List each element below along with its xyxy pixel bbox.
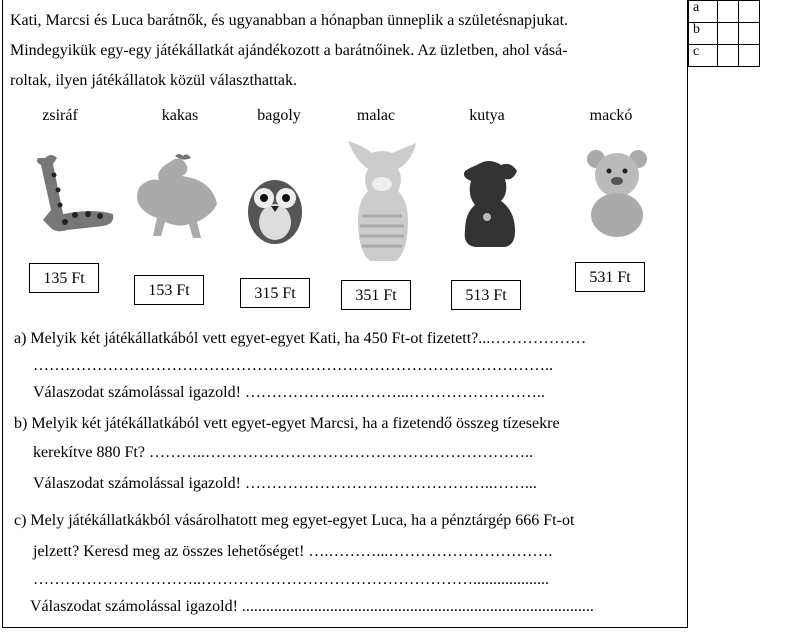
intro-line-1: Kati, Marcsi és Luca barátnők, és ugyanabban a hónapban ünneplik a születésnapjukat.: [10, 12, 569, 29]
question-b: b) Melyik két játékállatkából vett egyet-egyet Marcsi, ha a fizetendő összeg tízesekre: [14, 415, 560, 432]
answer-line[interactable]: kerekítve 880 Ft? ………..……………………………………………………..: [33, 444, 533, 461]
grid-cell[interactable]: [739, 45, 760, 67]
rooster-image: [125, 152, 225, 242]
justify-prompt[interactable]: Válaszodat számolással igazold! ........................................................................................: [30, 598, 594, 615]
answer-line[interactable]: …………………………..……………………………………………...................: [33, 571, 549, 588]
toy-name-dog: kutya: [469, 107, 505, 124]
price-box-owl: 315 Ft: [240, 278, 310, 308]
intro-line-3: roltak, ilyen játékállatok közül választhattak.: [10, 72, 298, 89]
toy-name-owl: bagoly: [257, 107, 301, 124]
grid-label-c: c: [689, 45, 718, 67]
answer-line[interactable]: jelzett? Keresd meg az összes lehetőséget! ….………...………………………….: [33, 543, 553, 560]
grid-cell[interactable]: [718, 23, 739, 45]
price-box-giraffe: 135 Ft: [29, 263, 99, 293]
toy-name-giraffe: zsiráf: [42, 107, 78, 124]
question-c: c) Mely játékállatkákból vásárolhatott meg egyet-egyet Luca, ha a pénztárgép 666 Ft-ot: [14, 512, 575, 529]
grid-cell[interactable]: [739, 1, 760, 23]
grid-label-b: b: [689, 23, 718, 45]
teddy-bear-image: [580, 145, 655, 240]
score-grid: [688, 0, 760, 67]
grid-label-a: a: [689, 1, 718, 23]
intro-line-2: Mindegyikük egy-egy játékállatkát ajándékozott a barátnőinek. Az üzletben, ahol vásá-: [10, 42, 568, 59]
exercise-frame: [2, 0, 688, 628]
price-box-dog: 513 Ft: [451, 280, 521, 310]
grid-cell[interactable]: [718, 1, 739, 23]
dog-image: [457, 155, 527, 250]
pig-image: [340, 136, 418, 266]
answer-line[interactable]: ……………………………………………………………………………………..: [33, 357, 553, 374]
giraffe-image: [30, 150, 122, 235]
grid-cell[interactable]: [739, 23, 760, 45]
price-box-rooster: 153 Ft: [134, 275, 204, 305]
toy-name-rooster: kakas: [161, 107, 199, 124]
question-a: a) Melyik két játékállatkából vett egyet-egyet Kati, ha 450 Ft-ot fizetett?...………………: [14, 330, 587, 347]
owl-image: [240, 172, 310, 247]
price-box-bear: 531 Ft: [575, 262, 645, 292]
toy-name-pig: malac: [356, 107, 396, 124]
justify-prompt[interactable]: Válaszodat számolással igazold! ………………………………………..……...: [33, 475, 537, 492]
grid-cell[interactable]: [718, 45, 739, 67]
justify-prompt[interactable]: Válaszodat számolással igazold! ………………..………...……………………..: [33, 384, 545, 401]
price-box-pig: 351 Ft: [341, 280, 411, 310]
toy-name-bear: mackó: [589, 107, 633, 124]
